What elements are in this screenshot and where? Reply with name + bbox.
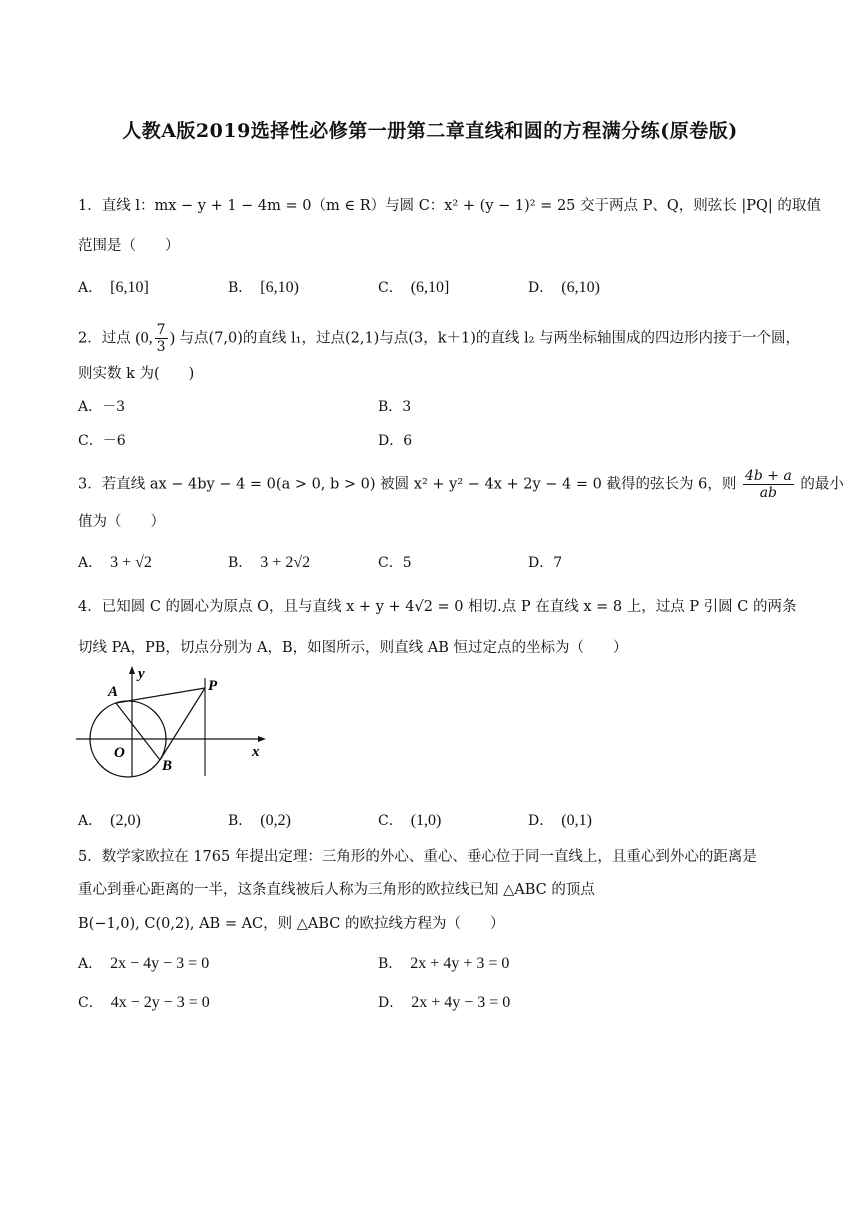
q3-stem-line1 <box>78 468 844 501</box>
q5-option-d-value: 2x + 4y − 3 = 0 <box>411 994 511 1011</box>
q4-option-d-letter: D． <box>528 813 554 829</box>
q5-stem-line1: 5．数学家欧拉在 1765 年提出定理：三角形的外心、重心、垂心位于同一直线上，且重心到外心的距离是 <box>78 849 757 865</box>
q1-option-a-letter: A． <box>78 280 103 296</box>
q3-option-b-letter: B． <box>228 555 253 571</box>
label-y: y <box>138 666 145 682</box>
q1-option-c-letter: C． <box>378 280 403 296</box>
q2-prefix: 2．过点 <box>78 330 131 347</box>
q5-stem-line3: B(−1,0), C(0,2), AB = AC，则 △ABC 的欧拉线方程为（ ） <box>78 916 505 932</box>
q3-option-d[interactable]: D．7 <box>528 555 563 571</box>
q5-option-d[interactable] <box>378 993 510 1013</box>
label-a: A <box>108 684 119 700</box>
q1-option-b-letter: B． <box>228 280 253 296</box>
q5-option-a-letter: A． <box>78 956 103 972</box>
q1-option-c[interactable] <box>378 278 449 298</box>
tangent-pa <box>116 688 205 703</box>
y-axis-arrow-icon <box>129 666 135 674</box>
q4-option-b-value: (0,2) <box>260 812 291 829</box>
q3-option-c[interactable]: C．5 <box>378 555 412 571</box>
document-title: 人教A版2019选择性必修第一册第二章直线和圆的方程满分练(原卷版) <box>122 120 738 142</box>
q3-prefix: 3．若直线 ax − 4by − 4 = 0(a > 0, b > 0) 被圆 x² + y² − 4x + 2y − 4 = 0 截得的弦长为 6，则 <box>78 476 737 493</box>
q1-option-d-letter: D． <box>528 280 554 296</box>
q3-option-a-letter: A． <box>78 555 103 571</box>
q4-option-c[interactable] <box>378 811 441 831</box>
label-p: P <box>208 678 218 694</box>
q4-option-c-letter: C． <box>378 813 403 829</box>
q1-option-d-value: (6,10) <box>561 279 600 296</box>
q5-option-b-letter: B． <box>378 956 403 972</box>
q5-option-c-value: 4x − 2y − 3 = 0 <box>110 994 210 1011</box>
q1-option-a[interactable] <box>78 278 149 298</box>
q2-option-d[interactable]: D．6 <box>378 433 413 449</box>
q4-option-d[interactable] <box>528 811 592 831</box>
q1-option-b-value: [6,10) <box>260 279 299 296</box>
q2-point-open: (0, <box>135 329 153 347</box>
q3-suffix: 的最小 <box>800 476 844 493</box>
q2-option-c[interactable]: C．－6 <box>78 433 126 449</box>
q3-option-b[interactable] <box>228 553 310 573</box>
q4-option-b-letter: B． <box>228 813 253 829</box>
q3-frac-num: 4b + a <box>744 468 792 484</box>
q3-option-a-value: 3 + √2 <box>110 554 152 571</box>
q1-option-a-value: [6,10] <box>110 279 149 296</box>
q3-stem-line2: 值为（ ） <box>78 514 165 530</box>
q5-option-c-letter: C． <box>78 995 103 1011</box>
q4-option-b[interactable] <box>228 811 291 831</box>
q3-option-b-value: 3 + 2√2 <box>260 554 311 571</box>
q3-frac-den: ab <box>759 485 778 501</box>
q2-fraction <box>155 322 168 355</box>
label-o: O <box>114 745 125 761</box>
q2-point-close: ) <box>169 329 175 347</box>
q1-stem-line2: 范围是（ ） <box>78 238 180 254</box>
q3-option-a[interactable] <box>78 553 152 573</box>
q2-stem-line2: 则实数 k 为( ) <box>78 366 195 382</box>
q1-option-b[interactable] <box>228 278 299 298</box>
q5-option-a-value: 2x − 4y − 3 = 0 <box>110 955 210 972</box>
q5-option-b[interactable] <box>378 954 509 974</box>
q1-option-d[interactable] <box>528 278 600 298</box>
q5-option-b-value: 2x + 4y + 3 = 0 <box>410 955 510 972</box>
label-x: x <box>252 744 260 760</box>
q4-option-d-value: (0,1) <box>561 812 592 829</box>
q2-stem-line1 <box>78 322 800 355</box>
q4-stem-line1: 4．已知圆 C 的圆心为原点 O，且与直线 x + y + 4√2 = 0 相切.点 P 在直线 x = 8 上，过点 P 引圆 C 的两条 <box>78 599 797 615</box>
q4-option-a-value: (2,0) <box>110 812 141 829</box>
q4-option-a-letter: A． <box>78 813 103 829</box>
q1-stem-line1: 1．直线 l：mx − y + 1 − 4m = 0（m ∈ R）与圆 C：x² + (y − 1)² = 25 交于两点 P、Q，则弦长 |PQ| 的取值 <box>78 198 821 214</box>
tangent-pb <box>160 688 205 760</box>
q5-option-d-letter: D． <box>378 995 404 1011</box>
q3-fraction <box>743 468 794 501</box>
x-axis-arrow-icon <box>258 736 266 742</box>
q2-option-b[interactable]: B．3 <box>378 399 412 415</box>
q5-stem-line2: 重心到垂心距离的一半，这条直线被后人称为三角形的欧拉线已知 △ABC 的顶点 <box>78 882 595 898</box>
q1-option-c-value: (6,10] <box>410 279 450 296</box>
q2-option-a[interactable]: A．－3 <box>78 399 126 415</box>
q5-option-c[interactable] <box>78 993 210 1013</box>
q2-frac-num: 7 <box>156 322 166 338</box>
q2-rest: 与点(7,0)的直线 l₁，过点(2,1)与点(3，k＋1)的直线 l₂ 与两坐标轴围成的四边形内接于一个圆， <box>179 330 801 347</box>
q2-frac-den: 3 <box>156 339 166 355</box>
q4-stem-line2: 切线 PA，PB，切点分别为 A，B，如图所示，则直线 AB 恒过定点的坐标为（ ） <box>78 640 628 656</box>
q5-option-a[interactable] <box>78 954 209 974</box>
label-b: B <box>162 758 173 774</box>
q4-geometry-figure <box>76 664 276 778</box>
q4-option-c-value: (1,0) <box>410 812 442 829</box>
q4-option-a[interactable] <box>78 811 141 831</box>
